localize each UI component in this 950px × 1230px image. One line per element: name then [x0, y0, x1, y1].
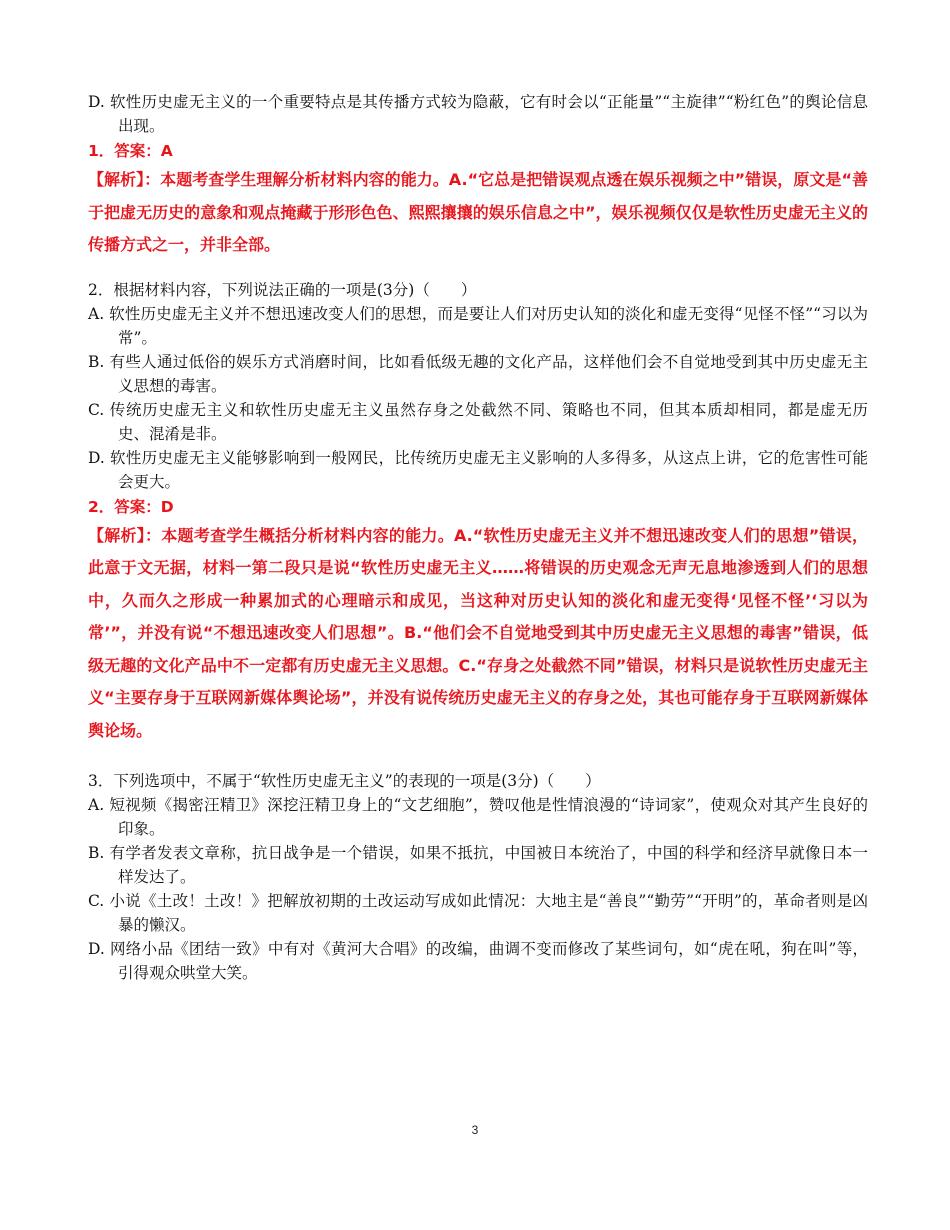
page-number: 3	[471, 1123, 479, 1137]
q2-option-d: D. 软性历史虚无主义能够影响到一般网民，比传统历史虚无主义影响的人多得多，从这点上讲，它的危害性可能会更大。	[88, 448, 868, 491]
q2-stem: 2．根据材料内容，下列说法正确的一项是(3分)（ ）	[88, 280, 477, 299]
prev-option-d: D. 软性历史虚无主义的一个重要特点是其传播方式较为隐蔽，它有时会以“正能量”“主旋律”“粉红色”的舆论信息出现。	[88, 93, 868, 135]
q3-option-d: D. 网络小品《团结一致》中有对《黄河大合唱》的改编，曲调不变而修改了某些词句，如“虎在吼，狗在叫”等，引得观众哄堂大笑。	[88, 940, 868, 982]
q2-answer: 2．答案：D	[88, 497, 174, 516]
q1-analysis: 【解析】：本题考查学生理解分析材料内容的能力。A.“它总是把错误观点透在娱乐视频之中”错误，原文是“善于把虚无历史的意象和观点掩藏于形形色色、熙熙攘攘的娱乐信息之中”，娱乐视频仅仅是软性历史虚无主义的传播方式之一，并非全部。	[88, 170, 868, 254]
q3-stem: 3．下列选项中，不属于“软性历史虚无主义”的表现的一项是(3分)（ ）	[88, 772, 601, 790]
q2-option-b: B. 有些人通过低俗的娱乐方式消磨时间，比如看低级无趣的文化产品，这样他们会不自觉地受到其中历史虚无主义思想的毒害。	[88, 352, 868, 395]
q3-option-b: B. 有学者发表文章称，抗日战争是一个错误，如果不抵抗，中国被日本统治了，中国的科学和经济早就像日本一样发达了。	[88, 844, 868, 886]
q3-option-a: A. 短视频《揭密汪精卫》深挖汪精卫身上的“文艺细胞”，赞叹他是性情浪漫的“诗词家”，使观众对其产生良好的印象。	[88, 796, 868, 838]
q2-option-a: A. 软性历史虚无主义并不想迅速改变人们的思想，而是要让人们对历史认知的淡化和虚无变得“见怪不怪”“习以为常”。	[88, 304, 868, 347]
q3-option-c: C. 小说《土改！土改！》把解放初期的土改运动写成如此情况：大地主是“善良”“勤劳”“开明”的，革命者则是凶暴的懒汉。	[88, 892, 868, 934]
document-page	[88, 90, 868, 985]
q1-answer: 1．答案：A	[88, 142, 173, 160]
q2-analysis: 【解析】：本题考查学生概括分析材料内容的能力。A.“软性历史虚无主义并不想迅速改变人们的思想”错误，此意于文无据，材料一第二段只是说“软性历史虚无主义……将错误的历史观念无声无息地渗透到人们的思想中，久而久之形成一种累加式的心理暗示和成见，当这种对历史认知的淡化和虚无变得‘见怪不怪’‘习以为常’”，并没有说“不想迅速改变人们思想”。B.“他们会不自觉地受到其中历史虚无主义思想的毒害”错误，低级无趣的文化产品中不一定都有历史虚无主义思想。C.“存身之处截然不同”错误，材料只是说软性历史虚无主义“主要存身于互联网新媒体舆论场”，并没有说传统历史虚无主义的存身之处，其也可能存身于互联网新媒体舆论场。	[88, 525, 868, 740]
q2-option-c: C. 传统历史虚无主义和软性历史虚无主义虽然存身之处截然不同、策略也不同，但其本质却相同，都是虚无历史、混淆是非。	[88, 400, 868, 443]
